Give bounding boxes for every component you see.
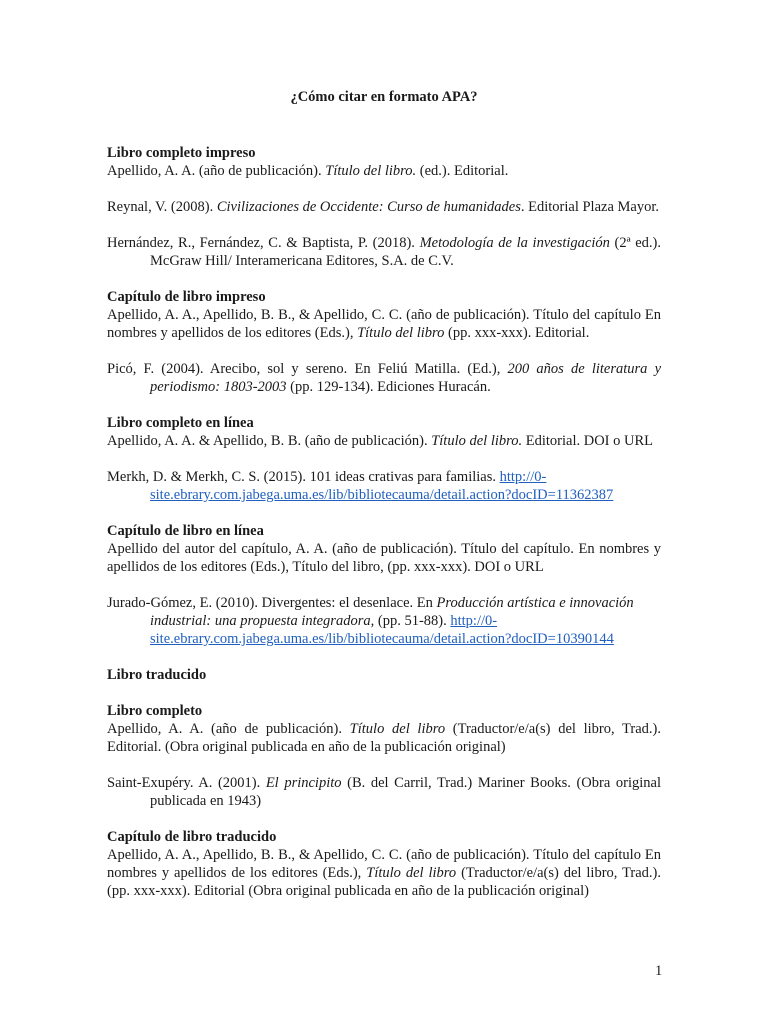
page-number: 1: [655, 963, 663, 979]
format-libro-linea: Apellido, A. A. & Apellido, B. B. (año de publicación). Título del libro. Editorial. DOI o URL: [107, 433, 653, 449]
format-capitulo-linea: Apellido del autor del capítulo, A. A. (año de publicación). Título del capítulo. En nombres y apellidos de los editores (Eds.), Título del libro, (pp. xxx-xxx). DOI o URL: [107, 541, 661, 575]
section-label-traducido: Libro traducido: [107, 667, 207, 683]
section-heading-libro-impreso: Libro completo impreso: [107, 145, 256, 161]
format-capitulo-impreso: Apellido, A. A., Apellido, B. B., & Apellido, C. C. (año de publicación). Título del capítulo En nombres y apellidos de los editores (Eds.), Título del libro (pp. xxx-xxx). Editorial.: [107, 307, 661, 341]
section-heading-capitulo-linea: Capítulo de libro en línea: [107, 523, 264, 539]
section-heading-traducido-completo: Libro completo: [107, 703, 203, 719]
ebrary-link[interactable]: http://0-site.ebrary.com.jabega.uma.es/lib/bibliotecauma/detail.action?docID=10390144: [150, 613, 614, 647]
example-jurado: Jurado-Gómez, E. (2010). Divergentes: el desenlace. En Producción artística e innovación industrial: una propuesta integradora, (pp. 51-88). http://0-site.ebrary.com.jabega.uma.es/lib/bibliotecauma/detail.action?docID=10390144: [107, 595, 634, 647]
ebrary-link[interactable]: http://0-site.ebrary.com.jabega.uma.es/lib/bibliotecauma/detail.action?docID=11362387: [150, 469, 614, 503]
example-pico: Picó, F. (2004). Arecibo, sol y sereno. En Feliú Matilla. (Ed.), 200 años de literatura y periodismo: 1803-2003 (pp. 129-134). Ediciones Huracán.: [107, 361, 662, 395]
example-reynal: Reynal, V. (2008). Civilizaciones de Occidente: Curso de humanidades. Editorial Plaza Mayor.: [107, 199, 659, 215]
format-traducido-capitulo: Apellido, A. A., Apellido, B. B., & Apellido, C. C. (año de publicación). Título del capítulo En nombres y apellidos de los editores (Eds.), Título del libro (Traductor/e/a(s) del libro, Trad.). (pp. xxx-xxx). Editorial (Obra original publicada en año de la publicación original): [107, 847, 662, 899]
page-title: ¿Cómo citar en formato APA?: [290, 89, 478, 105]
section-heading-capitulo-impreso: Capítulo de libro impreso: [107, 289, 266, 305]
example-saint-exupery: Saint-Exupéry. A. (2001). El principito (B. del Carril, Trad.) Mariner Books. (Obra original publicada en 1943): [107, 775, 661, 809]
format-traducido-completo: Apellido, A. A. (año de publicación). Título del libro (Traductor/e/a(s) del libro, Trad.). Editorial. (Obra original publicada en año de la publicación original): [107, 721, 661, 755]
section-heading-libro-linea: Libro completo en línea: [107, 415, 254, 431]
document-page: [107, 88, 661, 900]
section-heading-traducido-capitulo: Capítulo de libro traducido: [107, 829, 277, 845]
example-hernandez: Hernández, R., Fernández, C. & Baptista, P. (2018). Metodología de la investigación (2ª ed.). McGraw Hill/ Interamericana Editores, S.A. de C.V.: [107, 235, 661, 269]
example-merkh: Merkh, D. & Merkh, C. S. (2015). 101 ideas crativas para familias. http://0-site.ebrary.com.jabega.uma.es/lib/bibliotecauma/detail.action?docID=11362387: [107, 469, 614, 503]
format-libro-impreso: Apellido, A. A. (año de publicación). Título del libro. (ed.). Editorial.: [107, 163, 509, 179]
